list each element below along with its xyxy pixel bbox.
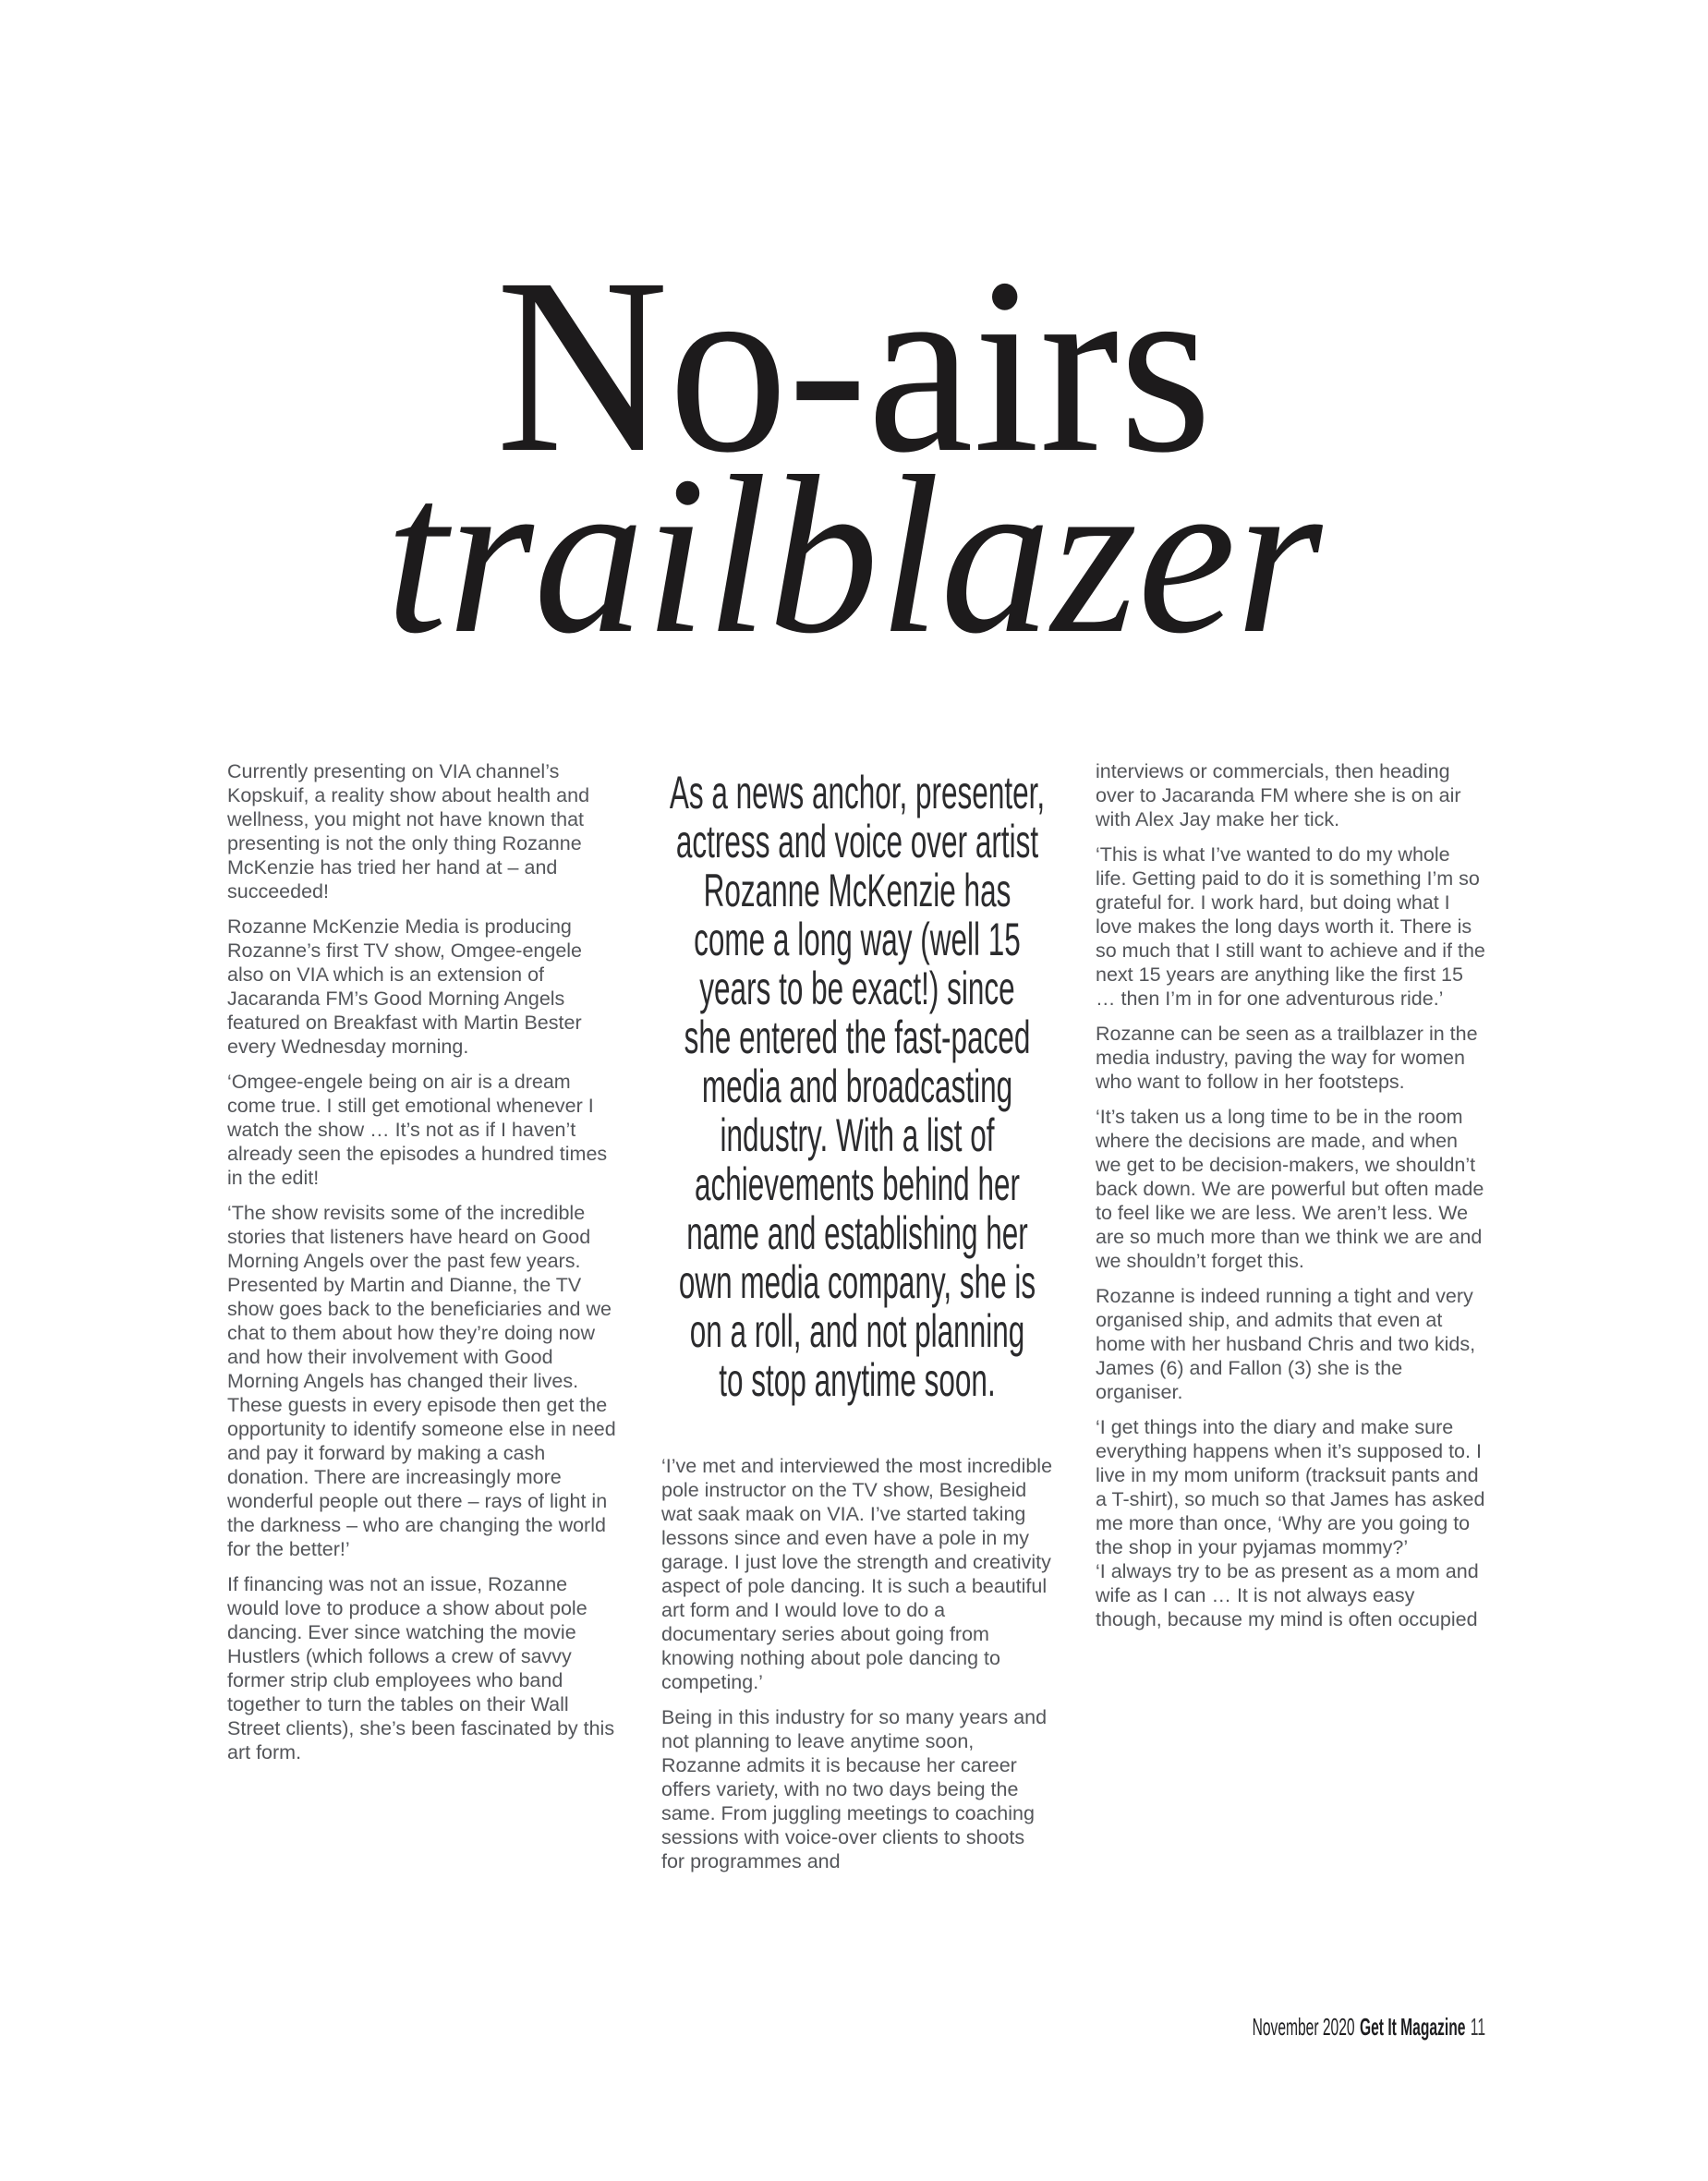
page-footer (1153, 2015, 1485, 2039)
pull-quote-line: industry. With a list of (720, 1109, 995, 1161)
pull-quote-line: come a long way (well 15 (694, 914, 1021, 965)
pull-quote-line: on a roll, and not planning (689, 1305, 1025, 1357)
paragraph: ‘I’ve met and interviewed the most incredible pole instructor on the TV show, Besigheid wat saak maak on VIA. I’ve started taking lessons since and even have a pole in my garage. I just love the strength and creativity aspect of pole dancing. It is such a beautiful art form and I would love to do a documentary series about going from knowing nothing about pole dancing to competing.’ (661, 1455, 1053, 1693)
footer-magazine-name: Get It Magazine (1359, 2013, 1466, 2041)
pull-quote-line: achievements behind her (695, 1158, 1020, 1210)
pull-quote-line: actress and voice over artist (675, 816, 1039, 867)
pull-quote-line: years to be exact!) since (699, 963, 1015, 1014)
paragraph: Rozanne McKenzie Media is producing Rozanne’s first TV show, Omgee-engele also on VIA which is an extension of Jacaranda FM’s Good Morning Angels featured on Breakfast with Martin Bester every Wednesday morning. (227, 915, 583, 1058)
paragraph: ‘This is what I’ve wanted to do my whole life. Getting paid to do it is something I’m so grateful for. I work hard, but doing what I love makes the long days worth it. There is so much that I still want to achieve and if the next 15 years are anything like the first 15 … then I’m in for one adventurous ride.’ (1096, 843, 1485, 1010)
paragraph: ‘It’s taken us a long time to be in the room where the decisions are made, and when we get to be decision-makers, we shouldn’t back down. We are powerful but often made to feel like we are less. We aren’t less. We are so much more than we think we are and we shouldn’t forget this. (1096, 1106, 1484, 1272)
pull-quote-line: Rozanne McKenzie has (703, 865, 1011, 916)
paragraph: If financing was not an issue, Rozanne would love to produce a show about pole dancing. Ever since watching the movie Hustlers (which follows a crew of savvy former strip club employees who band together to turn the tables on their Wall Street clients), she’s been fascinated by this art form. (227, 1573, 615, 1763)
article-title-line-2: trailblazer (385, 430, 1323, 680)
pull-quote-line: As a news anchor, presenter, (669, 767, 1046, 818)
pull-quote-line: to stop anytime soon. (719, 1354, 996, 1406)
paragraph: Rozanne is indeed running a tight and very organised ship, and admits that even at home with her husband Chris and two kids, James (6) and Fallon (3) she is the organiser. (1096, 1285, 1476, 1403)
pull-quote-line: she entered the fast-paced (684, 1012, 1031, 1063)
paragraph: ‘The show revisits some of the incredible stories that listeners have heard on Good Morning Angels over the past few years. Presented by Martin and Dianne, the TV show goes back to the beneficiaries and we chat to them about how they’re doing now and how their involvement with Good Morning Angels has changed their lives. These guests in every episode then get the opportunity to identify someone else in need and pay it forward by making a cash donation. There are increasingly more wonderful people out there – rays of light in the darkness – who are changing the world for the better!’ (227, 1202, 616, 1560)
article-column-3 (1096, 759, 1485, 1642)
pull-quote-line: media and broadcasting (701, 1060, 1013, 1112)
paragraph: Currently presenting on VIA channel’s Kopskuif, a reality show about health and wellness, you might not have known that presenting is not the only thing Rozanne McKenzie has tried her hand at – and succeeded! (227, 760, 590, 903)
footer-issue-date: November 2020 (1252, 2013, 1355, 2041)
article-title-line-1: No-airs (496, 226, 1212, 504)
paragraph: ‘I always try to be as present as a mom and wife as I can … It is not always easy though, because my mind is often occupied (1096, 1560, 1479, 1630)
pull-quote (660, 769, 1055, 1405)
pull-quote-line: own media company, she is (678, 1256, 1036, 1308)
paragraph: interviews or commercials, then heading over to Jacaranda FM where she is on air with Alex Jay make her tick. (1096, 760, 1461, 830)
article-column-1 (227, 759, 617, 1775)
paragraph: Being in this industry for so many years and not planning to leave anytime soon, Rozanne admits it is because her career offers variety, with no two days being the same. From juggling meetings to coaching sessions with voice-over clients to shoots for programmes and (661, 1706, 1048, 1872)
article-column-2-body (661, 1454, 1053, 1884)
paragraph: Rozanne can be seen as a trailblazer in the media industry, paving the way for women who want to follow in her footsteps. (1096, 1023, 1478, 1093)
pull-quote-line: name and establishing her (686, 1207, 1028, 1259)
paragraph: ‘Omgee-engele being on air is a dream come true. I still get emotional whenever I watch the show … It’s not as if I haven’t already seen the episodes a hundred times in the edit! (227, 1071, 608, 1189)
paragraph: ‘I get things into the diary and make sure everything happens when it’s supposed to. I live in my mom uniform (tracksuit pants and a T-shirt), so much so that James has asked me more than once, ‘Why are you going to the shop in your pyjamas mommy?’ (1096, 1416, 1485, 1558)
footer-page-number: 11 (1470, 2013, 1485, 2041)
